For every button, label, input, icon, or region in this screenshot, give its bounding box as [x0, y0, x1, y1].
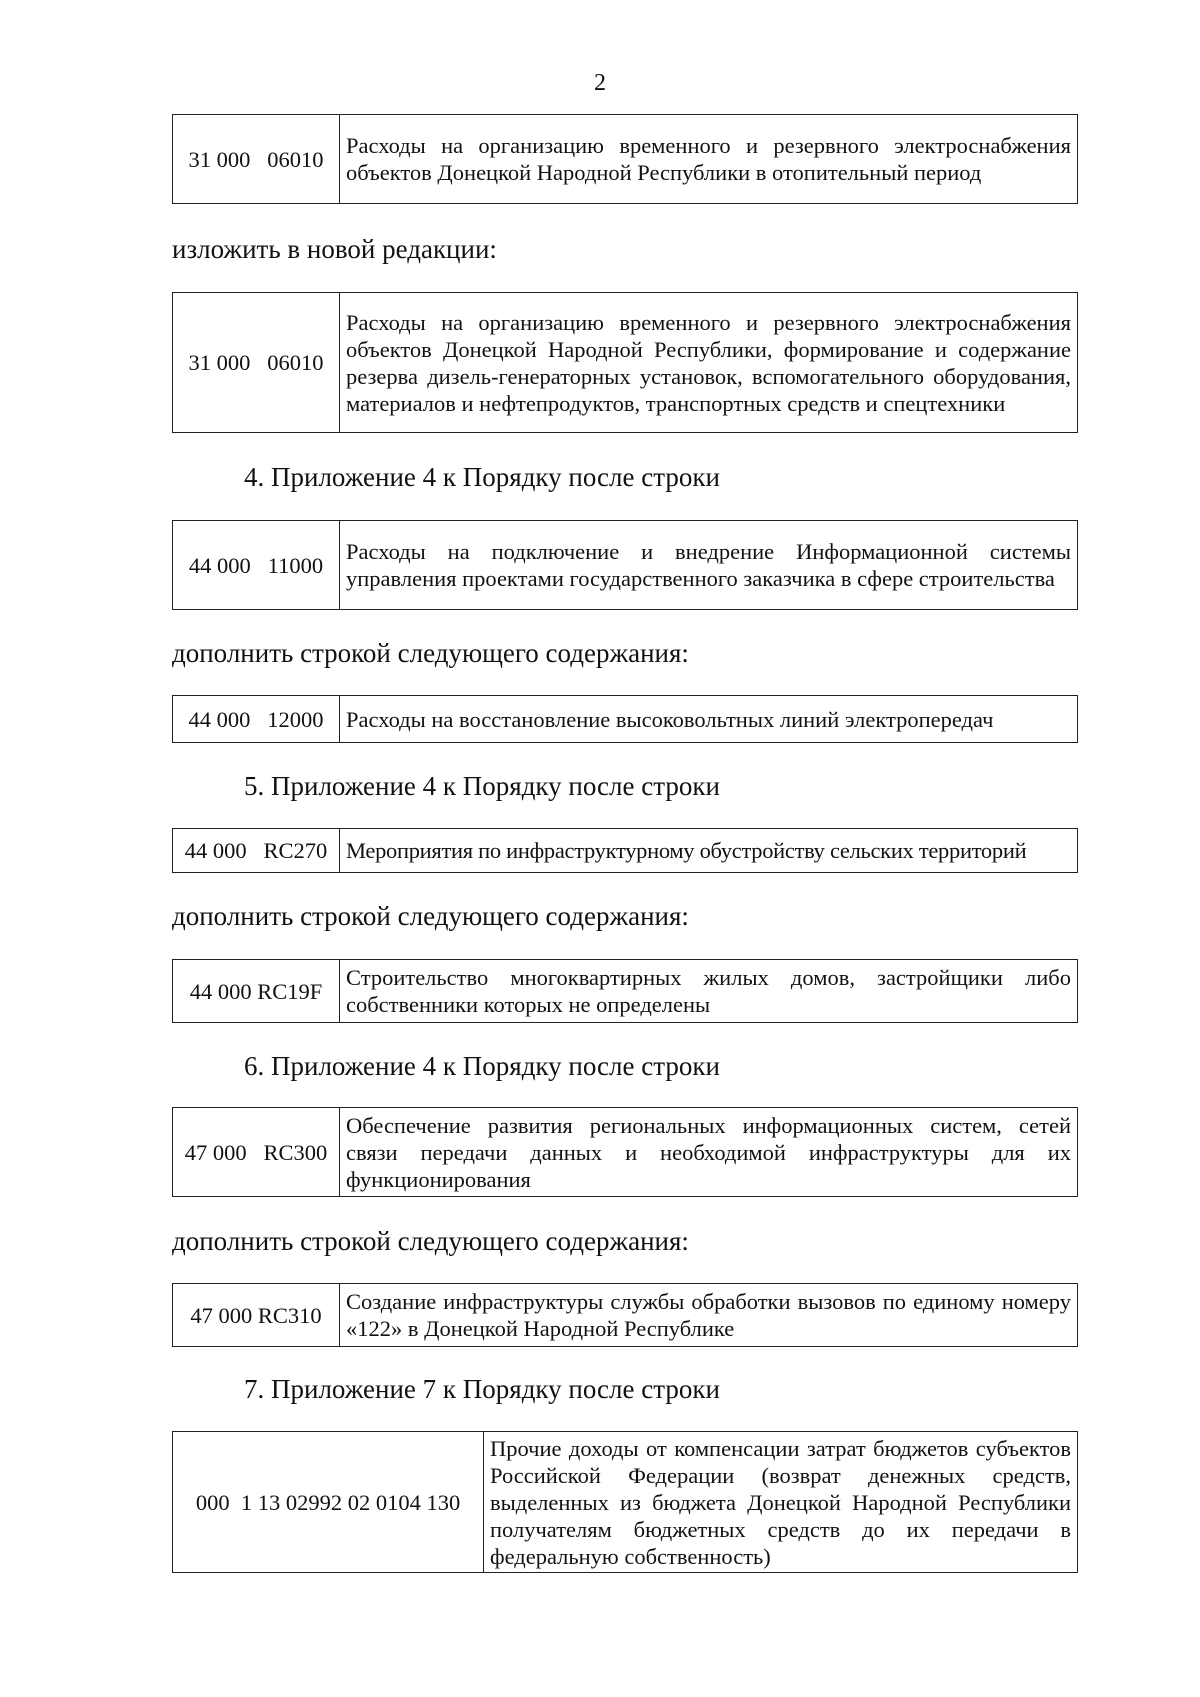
budget-code: 44 000 11000 — [173, 521, 340, 610]
page-number: 2 — [594, 70, 606, 96]
budget-table-4 — [172, 695, 1078, 743]
table-row — [173, 960, 1078, 1023]
section-heading-7: 7. Приложение 7 к Порядку после строки — [244, 1374, 720, 1404]
budget-code: 47 000 RC310 — [173, 1284, 340, 1347]
budget-table-8 — [172, 1283, 1078, 1347]
budget-code: 31 000 06010 — [173, 293, 340, 433]
table-row — [173, 829, 1078, 873]
budget-table-5 — [172, 828, 1078, 873]
budget-code: 000 1 13 02992 02 0104 130 — [173, 1432, 484, 1573]
budget-code: 47 000 RC300 — [173, 1108, 340, 1197]
budget-description: Расходы на организацию временного и резервного электроснабжения объектов Донецкой Народной Республики в отопительный период — [340, 115, 1078, 204]
budget-description: Обеспечение развития региональных информационных систем, сетей связи передачи данных и необходимой инфраструктуры для их функционирования — [340, 1108, 1078, 1197]
table-row — [173, 1432, 1078, 1573]
budget-description: Мероприятия по инфраструктурному обустройству сельских территорий — [340, 829, 1078, 873]
section-heading-4: 4. Приложение 4 к Порядку после строки — [244, 462, 720, 492]
table-row — [173, 1108, 1078, 1197]
budget-table-2 — [172, 292, 1078, 433]
budget-code: 44 000 12000 — [173, 696, 340, 743]
budget-description: Расходы на восстановление высоковольтных линий электропередач — [340, 696, 1078, 743]
budget-description: Расходы на подключение и внедрение Информационной системы управления проектами государственного заказчика в сфере строительства — [340, 521, 1078, 610]
instruction-text: дополнить строкой следующего содержания: — [172, 901, 689, 931]
table-row — [173, 293, 1078, 433]
budget-table-3 — [172, 520, 1078, 610]
budget-code: 44 000 RC270 — [173, 829, 340, 873]
budget-description: Расходы на организацию временного и резервного электроснабжения объектов Донецкой Народной Республики, формирование и содержание резерва дизель-генераторных установок, вспомогательного оборудования, материалов и нефтепродуктов, транспортных средств и спецтехники — [340, 293, 1078, 433]
budget-table-7 — [172, 1107, 1078, 1197]
budget-code: 44 000 RC19F — [173, 960, 340, 1023]
budget-description: Создание инфраструктуры службы обработки вызовов по единому номеру «122» в Донецкой Народной Республике — [340, 1284, 1078, 1347]
instruction-text: дополнить строкой следующего содержания: — [172, 638, 689, 668]
table-row — [173, 115, 1078, 204]
instruction-text: изложить в новой редакции: — [172, 234, 497, 264]
budget-description: Прочие доходы от компенсации затрат бюджетов субъектов Российской Федерации (возврат денежных средств, выделенных из бюджета Донецкой Народной Республики получателям бюджетных средств до их передачи в федеральную собственность) — [484, 1432, 1078, 1573]
table-row — [173, 1284, 1078, 1347]
budget-table-1 — [172, 114, 1078, 204]
section-heading-6: 6. Приложение 4 к Порядку после строки — [244, 1051, 720, 1081]
table-row — [173, 696, 1078, 743]
section-heading-5: 5. Приложение 4 к Порядку после строки — [244, 771, 720, 801]
table-row — [173, 521, 1078, 610]
instruction-text: дополнить строкой следующего содержания: — [172, 1226, 689, 1256]
budget-table-6 — [172, 959, 1078, 1023]
budget-table-9 — [172, 1431, 1078, 1573]
budget-description: Строительство многоквартирных жилых домов, застройщики либо собственники которых не определены — [340, 960, 1078, 1023]
budget-code: 31 000 06010 — [173, 115, 340, 204]
